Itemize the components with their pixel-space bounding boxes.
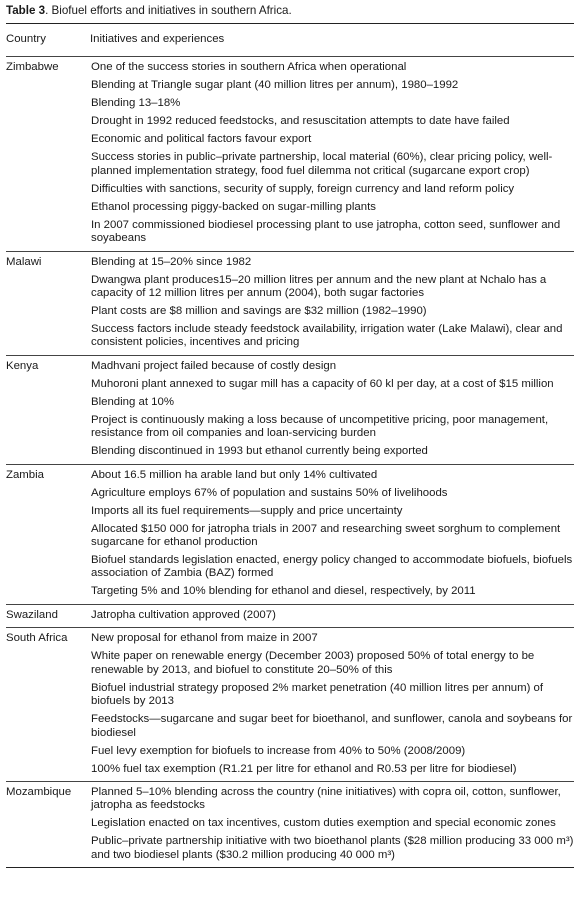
country-cell (6, 648, 91, 679)
initiative-cell: Agriculture employs 67% of population and sustains 50% of livelihoods (91, 486, 448, 499)
initiative-cell: Plant costs are $8 million and savings are $32 million (1982–1990) (91, 305, 427, 318)
biofuel-table-body (6, 56, 574, 867)
table-row (6, 321, 574, 355)
initiative-cell: Dwangwa plant produces15–20 million litres per annum and the new plant at Nchalo has a capacity of 12 million litres per annum (2004), both sugar factories (91, 273, 547, 300)
table-row (6, 57, 574, 78)
country-cell (6, 199, 91, 217)
table-bottom-rule (6, 867, 574, 868)
table-row (6, 251, 574, 272)
country-cell: Zimbabwe (6, 61, 59, 74)
table-row (6, 113, 574, 131)
table-row (6, 464, 574, 485)
initiative-cell: Blending at Triangle sugar plant (40 million litres per annum), 1980–1992 (91, 79, 459, 92)
country-cell (6, 321, 91, 355)
table-body (6, 56, 574, 867)
header-initiatives: Initiatives and experiences (90, 33, 225, 45)
country-cell (6, 485, 91, 503)
table-row (6, 376, 574, 394)
table-row (6, 443, 574, 464)
country-cell (6, 303, 91, 321)
initiative-cell: Success stories in public–private partnership, local material (60%), clear pricing policy, well-planned implementation strategy, food fuel dilemma not critical (sugarcane export crop) (91, 151, 553, 177)
country-cell (6, 376, 91, 394)
initiative-cell: Economic and political factors favour export (91, 133, 312, 146)
initiative-cell: Drought in 1992 reduced feedstocks, and resuscitation attempts to date have failed (91, 115, 510, 128)
country-cell (6, 412, 91, 443)
table-row (6, 95, 574, 113)
table-row (6, 521, 574, 552)
table-caption-text: . Biofuel efforts and initiatives in southern Africa. (45, 4, 292, 17)
country-cell: Kenya (6, 355, 91, 376)
initiative-cell: White paper on renewable energy (December 2003) proposed 50% of total energy to be renewable by 2013, and biofuel to constitute 20–50% of this (91, 650, 535, 676)
country-cell (6, 583, 91, 604)
country-group (6, 604, 574, 627)
country-group (6, 355, 574, 464)
table-row (6, 552, 574, 583)
country-cell: Zambia (6, 464, 91, 485)
table-row (6, 272, 574, 303)
initiative-cell: Targeting 5% and 10% blending for ethanol and diesel, respectively, by 2011 (91, 585, 476, 598)
table-row (6, 711, 574, 742)
table-caption-label: Table 3 (6, 4, 46, 17)
table-caption (6, 0, 574, 18)
initiative-cell: Ethanol processing piggy-backed on sugar-milling plants (91, 200, 376, 213)
initiative-cell: About 16.5 million ha arable land but only 14% cultivated (91, 464, 574, 485)
initiative-cell: Public–private partnership initiative with two bioethanol plants ($28 million producing 33 000 m³) and two biodiesel plants ($30.2 million producing 40 000 m³) (91, 835, 574, 861)
table-row (6, 394, 574, 412)
table-row (6, 77, 574, 95)
initiative-cell: Planned 5–10% blending across the country (nine initiatives) with copra oil, cotton, sunflower, jatropha as feedstocks (91, 781, 574, 815)
country-cell (6, 77, 91, 95)
country-cell (6, 131, 91, 149)
table-row (6, 412, 574, 443)
table-row (6, 181, 574, 199)
initiative-cell: Madhvani project failed because of costly design (91, 355, 574, 376)
country-group (6, 781, 574, 867)
initiative-cell: Blending at 15–20% since 1982 (91, 251, 574, 272)
country-cell: Mozambique (6, 781, 91, 815)
country-cell: Malawi (6, 251, 91, 272)
country-cell: Swaziland (6, 604, 91, 627)
initiative-cell: Difficulties with sanctions, security of supply, foreign currency and land reform policy (91, 182, 515, 195)
country-group (6, 464, 574, 604)
initiative-cell: In 2007 commissioned biodiesel processing plant to use jatropha, cotton seed, sunflower and soyabeans (91, 218, 561, 245)
country-cell: South Africa (6, 628, 91, 649)
table-header (6, 24, 574, 56)
table-row (6, 743, 574, 761)
initiative-cell: Jatropha cultivation approved (2007) (91, 604, 574, 627)
table-row (6, 149, 574, 180)
table-row (6, 815, 574, 833)
initiative-cell: Fuel levy exemption for biofuels to increase from 40% to 50% (2008/2009) (91, 744, 466, 757)
table-row (6, 761, 574, 782)
table-row (6, 680, 574, 711)
initiative-cell: Biofuel standards legislation enacted, energy policy changed to accommodate biofuels, biofuels association of Zambia (BAZ) formed (91, 554, 573, 580)
initiative-cell: Project is continuously making a loss because of uncompetitive pricing, poor management, resistance from oil companies and loan-servicing burden (91, 413, 549, 440)
country-cell (6, 815, 91, 833)
country-group (6, 251, 574, 355)
country-cell (6, 552, 91, 583)
initiative-cell: Blending 13–18% (91, 97, 181, 110)
table-row (6, 217, 574, 251)
country-group (6, 57, 574, 251)
initiative-cell: Biofuel industrial strategy proposed 2% market penetration (40 million litres per annum) of biofuels by 2013 (91, 681, 544, 708)
country-cell (6, 761, 91, 782)
initiative-cell: Legislation enacted on tax incentives, custom duties exemption and special economic zones (91, 817, 556, 830)
initiative-cell: Allocated $150 000 for jatropha trials in 2007 and researching sweet sorghum to complement sugarcane for ethanol production (91, 522, 561, 549)
table-row (6, 485, 574, 503)
country-cell (6, 149, 91, 180)
table-row (6, 604, 574, 627)
country-cell (6, 217, 91, 251)
country-cell (6, 443, 91, 464)
table-row (6, 833, 574, 867)
table-row (6, 583, 574, 604)
table-row (6, 355, 574, 376)
initiative-cell: 100% fuel tax exemption (R1.21 per litre for ethanol and R0.53 per litre for biodiesel) (91, 762, 517, 775)
header-country: Country (6, 33, 46, 45)
country-cell (6, 181, 91, 199)
initiative-cell: Imports all its fuel requirements—supply and price uncertainty (91, 504, 403, 517)
initiative-cell: New proposal for ethanol from maize in 2007 (91, 628, 574, 649)
initiative-cell: Success factors include steady feedstock availability, irrigation water (Lake Malawi), clear and consistent policies, incentives and pricing (91, 323, 563, 349)
country-cell (6, 503, 91, 521)
table-row (6, 303, 574, 321)
table-header-row (6, 24, 574, 56)
initiative-cell: Blending discontinued in 1993 but ethanol currently being exported (91, 445, 428, 458)
country-cell (6, 743, 91, 761)
country-cell (6, 711, 91, 742)
table-row (6, 199, 574, 217)
initiative-cell: Blending at 10% (91, 395, 174, 408)
country-cell (6, 272, 91, 303)
country-cell (6, 833, 91, 867)
country-cell (6, 521, 91, 552)
table-row (6, 131, 574, 149)
table-row (6, 781, 574, 815)
biofuel-table (6, 24, 574, 56)
table-row (6, 628, 574, 649)
initiative-cell: One of the success stories in southern Africa when operational (91, 61, 407, 74)
country-cell (6, 113, 91, 131)
country-cell (6, 680, 91, 711)
country-cell (6, 394, 91, 412)
initiative-cell: Muhoroni plant annexed to sugar mill has a capacity of 60 kl per day, at a cost of $15 million (91, 377, 554, 390)
initiative-cell: Feedstocks—sugarcane and sugar beet for bioethanol, and sunflower, canola and soybeans for biodiesel (91, 713, 573, 739)
country-cell (6, 95, 91, 113)
table-row (6, 503, 574, 521)
table-row (6, 648, 574, 679)
country-group (6, 628, 574, 782)
